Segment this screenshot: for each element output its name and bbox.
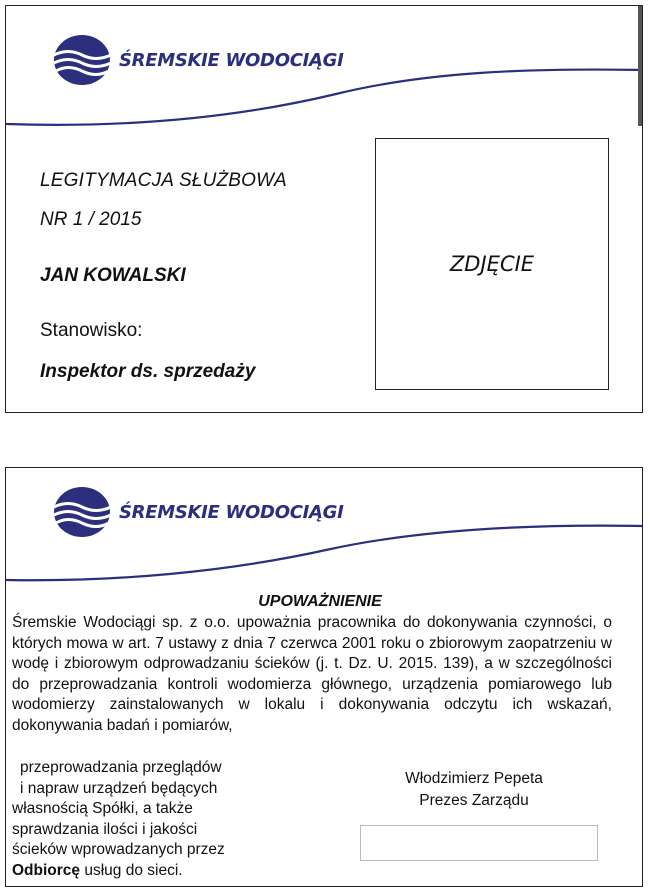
continuation-last-line [12, 861, 262, 882]
authorization-continuation [12, 758, 262, 881]
wave-logo-icon [53, 486, 111, 538]
last-line-rest: usług do sieci. [80, 861, 183, 879]
position-value: Inspektor ds. sprzedaży [40, 361, 256, 382]
authorization-body [12, 613, 612, 736]
position-label: Stanowisko: [40, 320, 143, 341]
company-logo [53, 486, 344, 538]
signer-name: Włodzimierz Pepeta [405, 770, 543, 787]
id-card-front [5, 5, 643, 413]
signer-role: Prezes Zarządu [419, 792, 529, 809]
company-logo [53, 34, 344, 86]
continuation-line: własnością Spółki, a także [12, 800, 193, 817]
scrollbar[interactable] [638, 6, 642, 126]
card-number: NR 1 / 2015 [40, 209, 142, 230]
continuation-line: i napraw urządzeń będących [20, 779, 218, 797]
company-name: ŚREMSKIE WODOCIĄGI [119, 49, 344, 71]
photo-label: ZDJĘCIE [449, 252, 535, 276]
photo-placeholder [375, 138, 609, 390]
authorization-paragraph: Śremskie Wodociągi sp. z o.o. upoważnia pracownika do dokonywania czynności, o których mowa w art. 7 ustawy z dnia 7 czerwca 2001 roku o zbiorowym zaopatrzeniu w wodę i zbiorowym odprowadzaniu ścieków (j. t. Dz. U. 2015. 139), a w szczególności do przeprowadzania kontroli wodomierza głównego, urządzenia pomiarowego lub wodomierzy zainstalowanych w lokalu i dokonywania odczytu ich wskazań, dokonywania badań i pomiarów, [12, 614, 612, 734]
card-title: LEGITYMACJA SŁUŻBOWA [40, 170, 287, 191]
employee-name: JAN KOWALSKI [40, 265, 186, 286]
id-card-back [5, 467, 643, 887]
continuation-line: sprawdzania ilości i jakości [12, 820, 198, 838]
recipient-bold: Odbiorcę [12, 861, 81, 879]
wave-logo-icon [53, 34, 111, 86]
continuation-line: ścieków wprowadzanych przez [12, 841, 225, 858]
authorization-title: UPOWAŻNIENIE [258, 593, 382, 610]
continuation-line: przeprowadzania przeglądów [20, 759, 222, 776]
company-name: ŚREMSKIE WODOCIĄGI [119, 501, 344, 523]
signature-box [360, 825, 598, 861]
